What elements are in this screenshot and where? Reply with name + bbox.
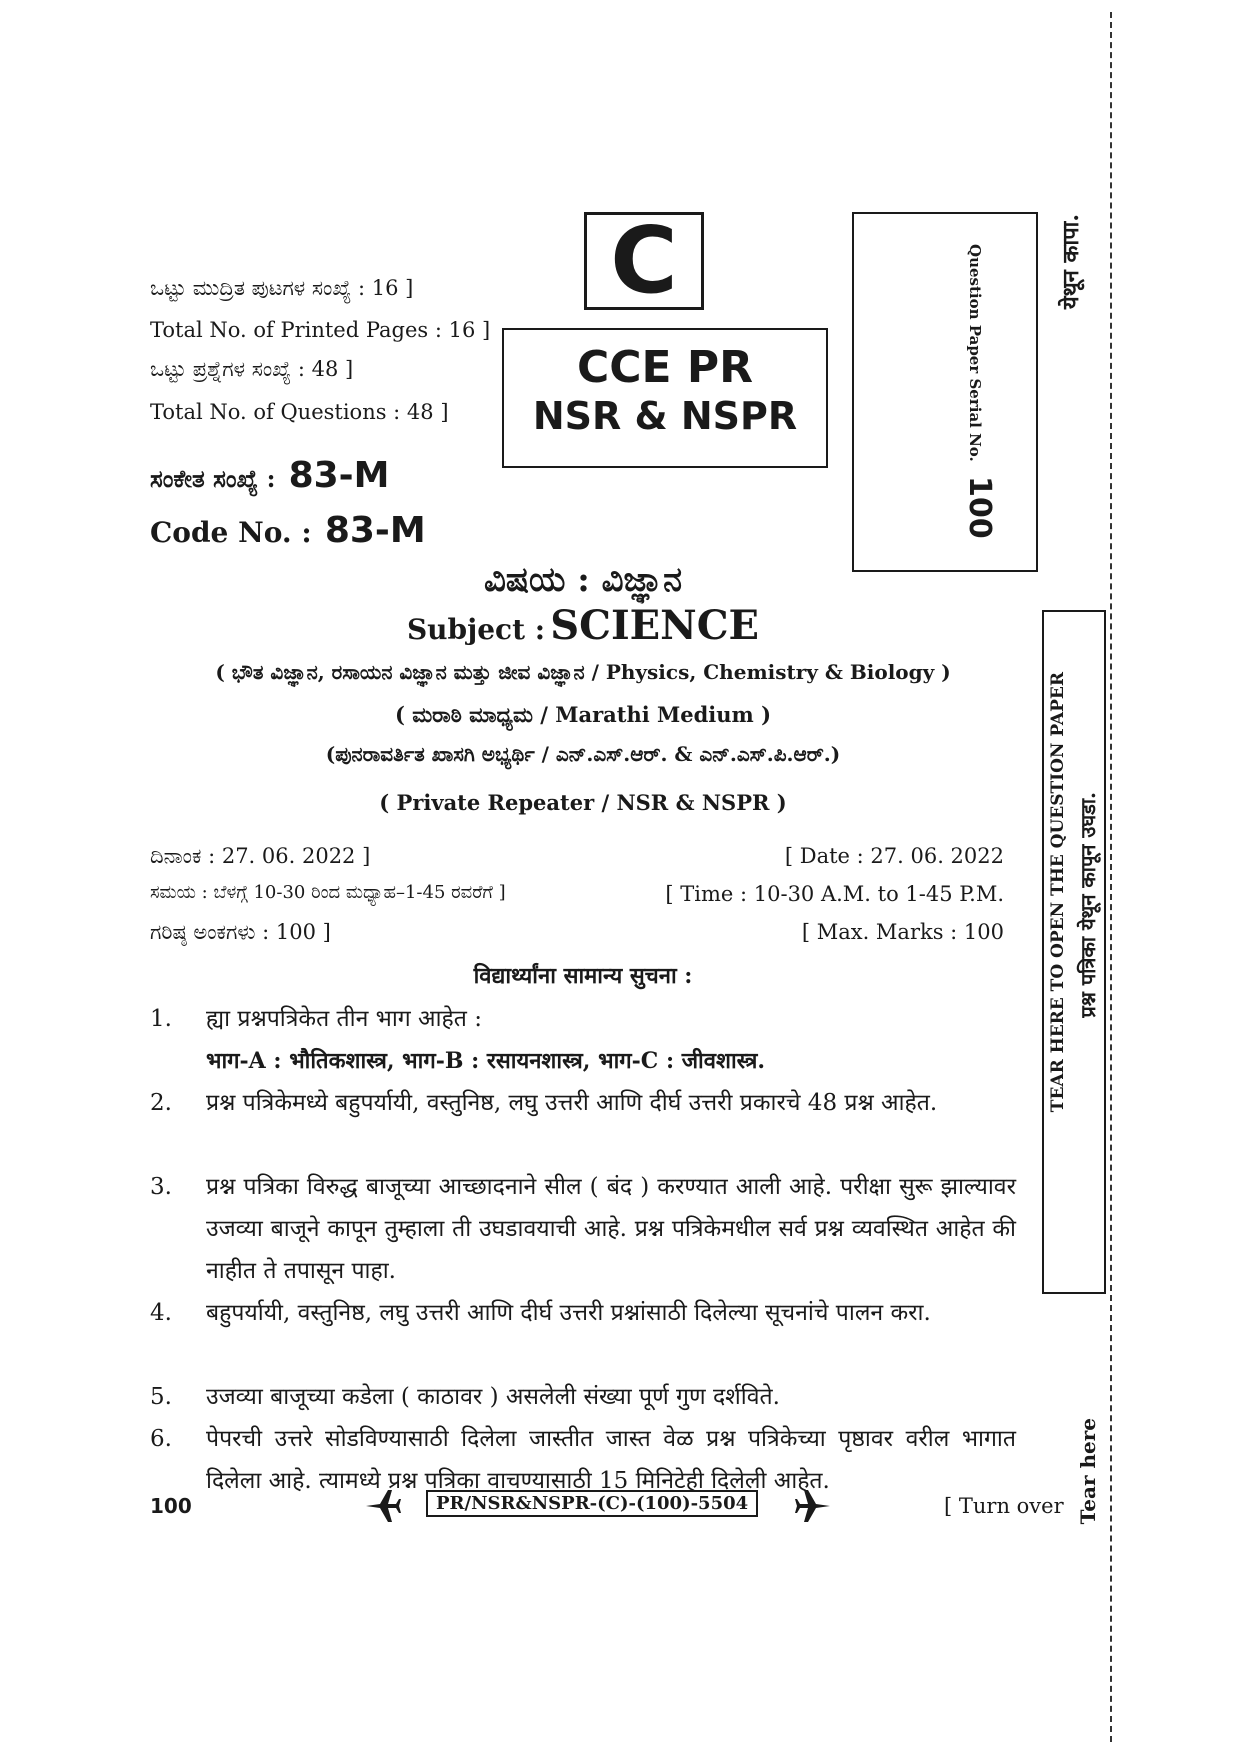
tear-note-top: येथून कापा.: [1058, 214, 1084, 310]
instruction-item: [150, 1082, 1016, 1124]
instruction-number: 2.: [150, 1090, 172, 1116]
code-number-en: [150, 510, 426, 551]
turn-over: [ Turn over: [944, 1494, 1064, 1518]
exam-time-kn: ಸಮಯ : ಬೆಳಗ್ಗೆ 10-30 ರಿಂದ ಮಧ್ಯಾಹ–1-45 ರವರೆಗೆ ]: [150, 882, 506, 903]
instruction-number: 5.: [150, 1384, 172, 1410]
version-letter: C: [610, 207, 678, 314]
instruction-item: [150, 1376, 1016, 1418]
subject-medium: ( ಮರಾಠಿ ಮಾಧ್ಯಮ / Marathi Medium ): [394, 702, 772, 727]
instruction-item: [150, 998, 1016, 1040]
candidate-type-kn: (ಪುನರಾವರ್ತಿತ ಖಾಸಗಿ ಅಭ್ಯರ್ಥಿ / ಎನ್.ಎಸ್.ಆರ್. & ಎನ್.ಎಸ್.ಪಿ.ಆರ್.): [325, 742, 841, 766]
instruction-text: पेपरची उत्तरे सोडविण्यासाठी दिलेला जास्तीत जास्त वेळ प्रश्न पत्रिकेच्या पृष्ठावर वरील भागात दिलेला आहे. त्यामध्ये प्रश्न पत्रिका वाचण्यासाठी 15 मिनिटेही दिलेली आहेत.: [206, 1426, 1016, 1494]
tear-line: [1110, 12, 1112, 1742]
exam-time-en: [ Time : 10-30 A.M. to 1-45 P.M.: [665, 882, 1004, 906]
code-value-kn: 83-M: [288, 455, 390, 496]
instructions-heading: विद्यार्थ्यांना सामान्य सुचना :: [473, 963, 693, 989]
instruction-text: प्रश्न पत्रिकेमध्ये बहुपर्यायी, वस्तुनिष्ठ, लघु उत्तरी आणि दीर्घ उत्तरी प्रकारचे 48 प्रश्न आहेत.: [206, 1090, 938, 1116]
exam-date-kn: ದಿನಾಂಕ : 27. 06. 2022 ]: [150, 844, 371, 868]
code-value-en: 83-M: [324, 510, 426, 551]
instruction-item: [150, 1292, 1016, 1334]
questions-count-kn: ಒಟ್ಟು ಪ್ರಶ್ನೆಗಳ ಸಂಖ್ಯೆ : 48 ]: [150, 357, 354, 381]
max-marks-en: [ Max. Marks : 100: [801, 920, 1004, 944]
instruction-text: प्रश्न पत्रिका विरुद्ध बाजूच्या आच्छादनाने सील ( बंद ) करण्यात आली आहे. परीक्षा सुरू झाल्यावर उजव्या बाजूने कापून तुम्हाला ती उघडावयाची आहे. प्रश्न पत्रिकेमधील सर्व प्रश्न व्यवस्थित आहेत की नाहीत ते तपासून पाहा.: [206, 1174, 1016, 1284]
tear-instruction-mr: प्रश्न पत्रिका येथून कापून उघडा.: [1076, 792, 1100, 1018]
instruction-text: बहुपर्यायी, वस्तुनिष्ठ, लघु उत्तरी आणि दीर्घ उत्तरी प्रश्नांसाठी दिलेल्या सूचनांचे पालन करा.: [206, 1300, 931, 1326]
airplane-icon-right: [794, 1486, 834, 1526]
tear-instruction-en: TEAR HERE TO OPEN THE QUESTION PAPER: [1048, 672, 1068, 1113]
subject-en: [150, 602, 1016, 649]
version-letter-box: [584, 207, 704, 314]
exam-title-line2: NSR & NSPR: [532, 394, 798, 438]
code-number-kn: [150, 455, 389, 496]
max-marks-kn: ಗರಿಷ್ಠ ಅಂಕಗಳು : 100 ]: [150, 920, 331, 944]
code-label-kn: ಸಂಕೇತ ಸಂಖ್ಯೆ :: [150, 464, 276, 493]
footer-paper-code: PR/NSR&NSPR-(C)-(100)-5504: [426, 1490, 758, 1517]
questions-count-en: Total No. of Questions : 48 ]: [150, 400, 449, 424]
subject-kn: ವಿಷಯ : ವಿಜ್ಞಾನ: [483, 560, 683, 600]
tear-here-bottom: Tear here: [1076, 1418, 1100, 1525]
exam-title-box: [502, 328, 828, 468]
footer-page-code: 100: [150, 1494, 192, 1518]
printed-pages-en: Total No. of Printed Pages : 16 ]: [150, 318, 491, 342]
subject-branches: ( ಭೌತ ವಿಜ್ಞಾನ, ರಸಾಯನ ವಿಜ್ಞಾನ ಮತ್ತು ಜೀವ ವಿಜ್ಞಾನ / Physics, Chemistry & Biology ): [215, 660, 951, 684]
serial-number-value: 100: [962, 476, 997, 539]
instruction-number: 4.: [150, 1300, 172, 1326]
code-label-en: Code No. :: [150, 516, 312, 549]
instruction-text: उजव्या बाजूच्या कडेला ( काठावर ) असलेली संख्या पूर्ण गुण दर्शविते.: [206, 1384, 780, 1410]
instruction-item: [150, 1166, 1016, 1292]
instruction-number: 6.: [150, 1426, 172, 1452]
serial-number-label: Question Paper Serial No.: [966, 244, 984, 462]
instruction-number: 1.: [150, 1006, 172, 1032]
subject-label: Subject :: [406, 613, 546, 646]
instruction-text: ह्या प्रश्नपत्रिकेत तीन भाग आहेत :: [206, 1006, 482, 1032]
candidate-type-en: ( Private Repeater / NSR & NSPR ): [379, 790, 787, 815]
subject-value: SCIENCE: [550, 602, 760, 649]
instruction-parts: भाग-A : भौतिकशास्त्र, भाग-B : रसायनशास्त्र, भाग-C : जीवशास्त्र.: [206, 1048, 766, 1074]
printed-pages-kn: ಒಟ್ಟು ಮುದ್ರಿತ ಪುಟಗಳ ಸಂಖ್ಯೆ : 16 ]: [150, 276, 414, 300]
tear-here-box: [1042, 610, 1106, 1294]
exam-title-line1: CCE PR: [576, 342, 754, 393]
airplane-icon-left: [362, 1486, 402, 1526]
exam-date-en: [ Date : 27. 06. 2022: [784, 844, 1004, 868]
serial-number-box: [852, 212, 1038, 572]
instruction-number: 3.: [150, 1174, 172, 1200]
